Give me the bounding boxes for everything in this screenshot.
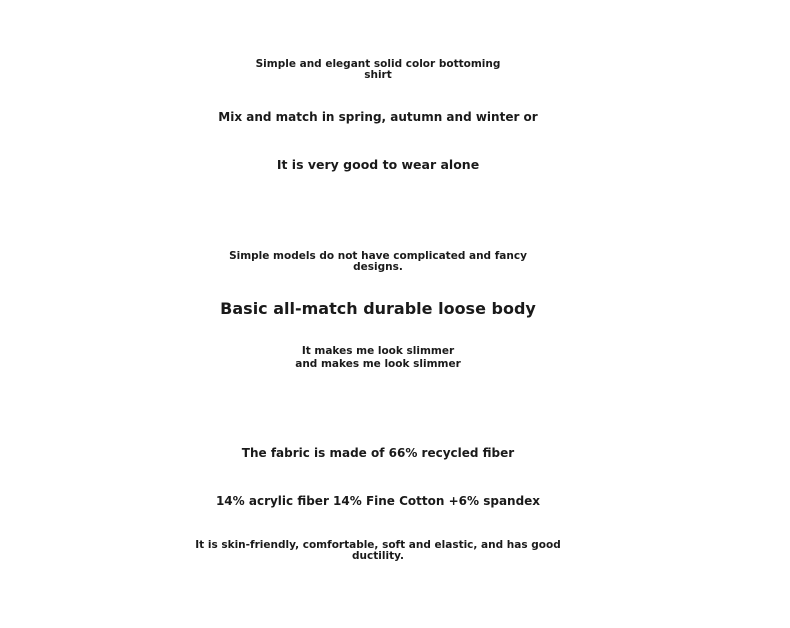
s2-line1b: designs.	[353, 261, 403, 273]
s1-line1a: Simple and elegant solid color bottoming	[255, 58, 501, 70]
s3-line3b: ductility.	[352, 550, 404, 562]
s2-line3b: and makes me look slimmer	[295, 358, 461, 370]
s1-line3: It is very good to wear alone	[276, 157, 480, 172]
s2-line1a: Simple models do not have complicated and fancy	[229, 250, 527, 262]
s1-line1b: shirt	[364, 69, 392, 81]
s3-line3a: It is skin-friendly, comfortable, soft and elastic, and has good	[195, 539, 561, 551]
s2-line3a: It makes me look slimmer	[301, 345, 455, 357]
s1-line2: Mix and match in spring, autumn and winter or	[218, 110, 538, 124]
s3-line1: The fabric is made of 66% recycled fiber	[241, 446, 515, 460]
s2-line2: Basic all-match durable loose body	[220, 299, 536, 318]
s3-line2: 14% acrylic fiber 14% Fine Cotton +6% spandex	[215, 494, 541, 508]
